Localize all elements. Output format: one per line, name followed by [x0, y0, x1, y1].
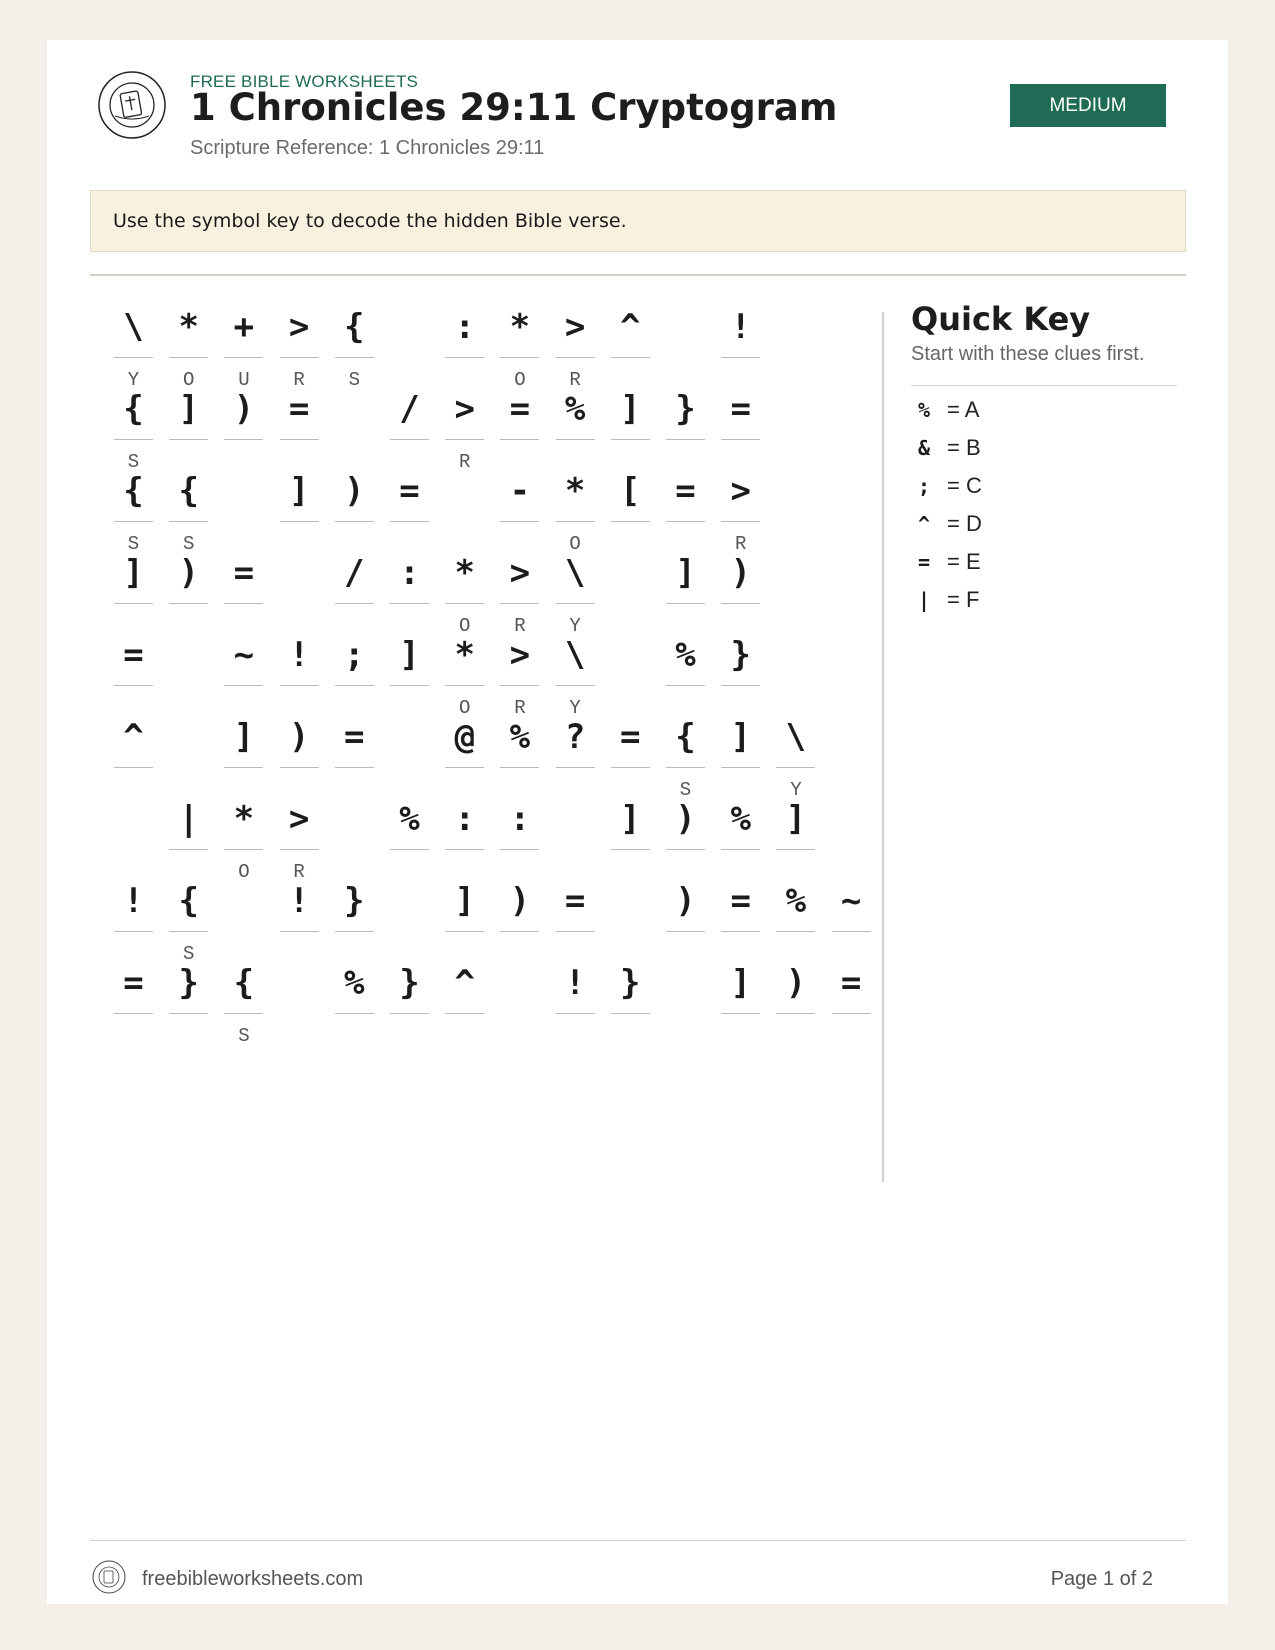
- answer-line[interactable]: [390, 439, 429, 440]
- key-symbol: &: [917, 436, 931, 460]
- key-symbol: |: [917, 588, 931, 612]
- answer-line[interactable]: [280, 521, 319, 522]
- cipher-symbol: ]: [675, 553, 696, 593]
- cipher-symbol: }: [178, 963, 199, 1003]
- footer-divider: [90, 1540, 1186, 1541]
- cipher-symbol: *: [454, 635, 475, 675]
- page-title: 1 Chronicles 29:11 Cryptogram: [190, 86, 838, 129]
- cipher-cell: [556, 709, 595, 809]
- answer-line[interactable]: [666, 931, 705, 932]
- answer-line[interactable]: [335, 685, 374, 686]
- cipher-cell: [280, 873, 319, 973]
- cipher-cell: [224, 955, 263, 1055]
- cipher-symbol: }: [399, 963, 420, 1003]
- answer-line[interactable]: [114, 685, 153, 686]
- answer-line[interactable]: [335, 357, 374, 358]
- answer-letter: O: [458, 697, 471, 719]
- cipher-symbol: ): [233, 389, 255, 429]
- answer-letter: S: [679, 779, 692, 801]
- answer-line[interactable]: [666, 603, 705, 604]
- cipher-symbol: {: [178, 471, 199, 511]
- cipher-symbol: \: [564, 635, 586, 675]
- cipher-symbol: [: [620, 471, 641, 511]
- cipher-symbol: \: [785, 717, 807, 757]
- answer-line[interactable]: [280, 439, 319, 440]
- answer-line[interactable]: [169, 439, 208, 440]
- answer-line[interactable]: [556, 1013, 595, 1014]
- cipher-cell: [280, 463, 319, 563]
- cipher-symbol: !: [564, 963, 586, 1003]
- key-symbol: =: [917, 550, 931, 574]
- answer-line[interactable]: [445, 685, 484, 686]
- cipher-symbol: =: [344, 717, 365, 757]
- cipher-symbol: ]: [178, 389, 199, 429]
- answer-line[interactable]: [721, 357, 760, 358]
- quick-key-item: [911, 471, 982, 501]
- answer-line[interactable]: [721, 767, 760, 768]
- cipher-symbol: ]: [730, 963, 751, 1003]
- answer-line[interactable]: [611, 357, 650, 358]
- answer-letter: S: [348, 369, 360, 391]
- answer-line[interactable]: [224, 357, 263, 358]
- brand-name: FREE BIBLE WORKSHEETS: [190, 72, 419, 91]
- cipher-cell: [445, 955, 484, 1055]
- cipher-symbol: /: [399, 389, 420, 429]
- cipher-symbol: %: [785, 881, 807, 921]
- cipher-symbol: }: [675, 389, 696, 429]
- cipher-symbol: :: [454, 307, 475, 347]
- worksheet-page: [47, 40, 1228, 1604]
- answer-line[interactable]: [556, 931, 595, 932]
- answer-line[interactable]: [335, 603, 374, 604]
- cipher-symbol: \: [564, 553, 586, 593]
- answer-line[interactable]: [445, 931, 484, 932]
- cipher-symbol: ]: [233, 717, 255, 757]
- answer-line[interactable]: [500, 521, 539, 522]
- cipher-symbol: :: [399, 553, 420, 593]
- cipher-symbol: /: [344, 553, 365, 593]
- cipher-symbol: |: [178, 799, 199, 839]
- answer-line[interactable]: [500, 439, 539, 440]
- answer-line[interactable]: [666, 849, 705, 850]
- quick-key-item: [911, 433, 981, 463]
- answer-line[interactable]: [776, 849, 815, 850]
- answer-line[interactable]: [390, 1013, 429, 1014]
- cipher-symbol: =: [123, 963, 144, 1003]
- cipher-symbol: >: [288, 307, 310, 347]
- cipher-symbol: %: [564, 389, 586, 429]
- cipher-symbol: \: [123, 307, 144, 347]
- answer-letter: R: [293, 369, 305, 391]
- answer-line[interactable]: [224, 767, 263, 768]
- cipher-symbol: *: [454, 553, 475, 593]
- answer-line[interactable]: [224, 603, 263, 604]
- answer-line[interactable]: [556, 767, 595, 768]
- footer-site: freebibleworksheets.com: [142, 1568, 364, 1590]
- answer-line[interactable]: [721, 439, 760, 440]
- answer-letter: S: [127, 533, 140, 555]
- answer-letter: Y: [790, 779, 802, 801]
- cipher-cell: [445, 381, 484, 481]
- cipher-symbol: =: [620, 717, 641, 757]
- answer-letter: R: [458, 451, 471, 473]
- answer-letter: O: [182, 369, 195, 391]
- answer-line[interactable]: [169, 931, 208, 932]
- bible-logo-icon: [97, 70, 167, 140]
- answer-line[interactable]: [832, 931, 871, 932]
- answer-letter: R: [293, 861, 305, 883]
- key-letter: = E: [947, 549, 981, 574]
- instructions-box: [90, 190, 1186, 252]
- cipher-symbol: ~: [840, 881, 862, 921]
- cipher-symbol: =: [123, 635, 144, 675]
- cipher-symbol: *: [178, 307, 199, 347]
- answer-line[interactable]: [721, 685, 760, 686]
- cipher-cell: [114, 955, 153, 1055]
- instructions-text: Use the symbol key to decode the hidden Bible verse.: [113, 210, 627, 232]
- answer-line[interactable]: [280, 685, 319, 686]
- answer-letter: U: [238, 369, 250, 391]
- cipher-symbol: ]: [620, 389, 641, 429]
- cipher-symbol: =: [675, 471, 696, 511]
- answer-letter: R: [514, 697, 526, 719]
- answer-line[interactable]: [169, 603, 208, 604]
- answer-line[interactable]: [114, 767, 153, 768]
- answer-line[interactable]: [335, 1013, 374, 1014]
- cipher-symbol: %: [344, 963, 365, 1003]
- cipher-symbol: =: [288, 389, 310, 429]
- answer-line[interactable]: [556, 603, 595, 604]
- cipher-symbol: ]: [785, 799, 807, 839]
- cipher-symbol: @: [454, 717, 475, 757]
- quick-key-title: Quick Key: [911, 300, 1091, 338]
- quick-key-item: [911, 395, 979, 425]
- answer-line[interactable]: [611, 521, 650, 522]
- cipher-symbol: !: [123, 881, 144, 921]
- key-letter: = F: [947, 587, 980, 612]
- answer-line[interactable]: [721, 603, 760, 604]
- answer-line[interactable]: [445, 1013, 484, 1014]
- answer-line[interactable]: [445, 603, 484, 604]
- cipher-symbol: ;: [344, 635, 365, 675]
- answer-line[interactable]: [114, 521, 153, 522]
- cipher-symbol: =: [509, 389, 531, 429]
- cipher-symbol: =: [399, 471, 420, 511]
- answer-line[interactable]: [390, 849, 429, 850]
- answer-letter: O: [514, 369, 526, 391]
- answer-letter: S: [238, 1025, 250, 1047]
- answer-line[interactable]: [224, 439, 263, 440]
- answer-line[interactable]: [114, 357, 153, 358]
- cipher-symbol: =: [233, 553, 255, 593]
- quick-key-divider: [911, 385, 1177, 386]
- answer-letter: O: [569, 533, 581, 555]
- answer-line[interactable]: [169, 1013, 208, 1014]
- answer-line[interactable]: [500, 767, 539, 768]
- answer-line[interactable]: [500, 357, 539, 358]
- cipher-symbol: ^: [454, 963, 475, 1003]
- difficulty-badge: MEDIUM: [1010, 84, 1166, 127]
- cipher-cell: [114, 709, 153, 809]
- answer-line[interactable]: [611, 767, 650, 768]
- answer-line[interactable]: [500, 849, 539, 850]
- cipher-symbol: %: [509, 717, 531, 757]
- cipher-cell: [390, 627, 429, 727]
- answer-line[interactable]: [721, 1013, 760, 1014]
- cipher-symbol: :: [509, 799, 531, 839]
- answer-line[interactable]: [445, 439, 484, 440]
- quick-key-item: [911, 547, 981, 577]
- cipher-cell: [169, 955, 208, 1055]
- answer-line[interactable]: [721, 849, 760, 850]
- answer-line[interactable]: [666, 439, 705, 440]
- answer-letter: O: [238, 861, 250, 883]
- cipher-symbol: %: [730, 799, 751, 839]
- answer-line[interactable]: [280, 357, 319, 358]
- answer-line[interactable]: [666, 685, 705, 686]
- cipher-symbol: ^: [620, 307, 641, 347]
- answer-line[interactable]: [280, 849, 319, 850]
- key-letter: = A: [947, 397, 980, 422]
- cipher-symbol: >: [509, 635, 531, 675]
- cipher-symbol: ]: [399, 635, 420, 675]
- answer-line[interactable]: [666, 521, 705, 522]
- footer-logo-icon: [92, 1560, 126, 1594]
- cipher-symbol: {: [123, 389, 144, 429]
- cipher-symbol: }: [620, 963, 641, 1003]
- quick-key-subtitle: Start with these clues first.: [911, 343, 1145, 365]
- cipher-symbol: ]: [620, 799, 641, 839]
- answer-line[interactable]: [832, 1013, 871, 1014]
- cipher-symbol: !: [288, 881, 310, 921]
- answer-line[interactable]: [611, 1013, 650, 1014]
- answer-line[interactable]: [500, 603, 539, 604]
- answer-letter: S: [182, 943, 195, 965]
- answer-letter: O: [458, 615, 471, 637]
- answer-letter: R: [569, 369, 581, 391]
- cipher-cell: [611, 955, 650, 1055]
- answer-line[interactable]: [224, 1013, 263, 1014]
- cipher-symbol: }: [730, 635, 751, 675]
- cipher-cell: [776, 955, 815, 1055]
- answer-line[interactable]: [114, 439, 153, 440]
- quick-key-item: [911, 585, 979, 615]
- header-divider: [90, 274, 1186, 276]
- cipher-symbol: *: [509, 307, 531, 347]
- answer-line[interactable]: [335, 521, 374, 522]
- key-symbol: ;: [917, 474, 931, 498]
- cipher-symbol: ): [509, 881, 531, 921]
- cipher-cell: [335, 299, 374, 399]
- column-divider: [882, 312, 884, 1182]
- cipher-cell: [335, 955, 374, 1055]
- answer-line[interactable]: [611, 849, 650, 850]
- answer-line[interactable]: [169, 849, 208, 850]
- answer-letter: Y: [569, 615, 581, 637]
- cipher-cell: [556, 955, 595, 1055]
- cipher-cell: [390, 955, 429, 1055]
- cipher-cell: [721, 955, 760, 1055]
- key-letter: = C: [947, 473, 982, 498]
- answer-line[interactable]: [556, 439, 595, 440]
- cipher-symbol: ): [178, 553, 199, 593]
- answer-line[interactable]: [114, 1013, 153, 1014]
- cipher-symbol: =: [730, 881, 751, 921]
- cipher-symbol: {: [178, 881, 199, 921]
- answer-letter: R: [734, 533, 747, 555]
- cipher-symbol: *: [233, 799, 255, 839]
- cipher-symbol: >: [288, 799, 310, 839]
- answer-letter: S: [127, 451, 140, 473]
- cipher-symbol: :: [454, 799, 475, 839]
- answer-line[interactable]: [776, 1013, 815, 1014]
- quick-key-item: [911, 509, 982, 539]
- answer-letter: Y: [127, 369, 140, 391]
- footer-page-number: Page 1 of 2: [1050, 1568, 1153, 1590]
- answer-line[interactable]: [776, 931, 815, 932]
- answer-letter: R: [514, 615, 526, 637]
- cipher-symbol: =: [840, 963, 862, 1003]
- cipher-symbol: +: [233, 307, 255, 347]
- answer-line[interactable]: [611, 439, 650, 440]
- answer-line[interactable]: [335, 931, 374, 932]
- cipher-symbol: %: [675, 635, 696, 675]
- cipher-symbol: ]: [288, 471, 310, 511]
- cipher-cell: [611, 791, 650, 891]
- answer-line[interactable]: [500, 931, 539, 932]
- answer-letter: S: [182, 533, 195, 555]
- answer-line[interactable]: [390, 603, 429, 604]
- cipher-cell: [611, 463, 650, 563]
- answer-line[interactable]: [556, 521, 595, 522]
- answer-line[interactable]: [721, 931, 760, 932]
- cipher-symbol: {: [233, 963, 255, 1003]
- cipher-symbol: >: [730, 471, 751, 511]
- cipher-cell: [666, 873, 705, 973]
- cipher-symbol: -: [509, 471, 531, 511]
- cipher-cell: [224, 791, 263, 891]
- cipher-symbol: >: [454, 389, 475, 429]
- answer-line[interactable]: [390, 521, 429, 522]
- cipher-symbol: {: [344, 307, 365, 347]
- cipher-symbol: !: [730, 307, 751, 347]
- answer-line[interactable]: [556, 685, 595, 686]
- scripture-reference: Scripture Reference: 1 Chronicles 29:11: [190, 137, 545, 159]
- answer-line[interactable]: [224, 685, 263, 686]
- cipher-symbol: =: [730, 389, 751, 429]
- answer-line[interactable]: [445, 849, 484, 850]
- answer-line[interactable]: [445, 767, 484, 768]
- answer-line[interactable]: [445, 357, 484, 358]
- cipher-symbol: ~: [233, 635, 255, 675]
- cipher-symbol: >: [564, 307, 586, 347]
- cipher-symbol: *: [564, 471, 586, 511]
- answer-line[interactable]: [390, 685, 429, 686]
- key-symbol: %: [917, 398, 931, 422]
- answer-line[interactable]: [114, 931, 153, 932]
- answer-line[interactable]: [280, 931, 319, 932]
- cipher-cell: [832, 955, 871, 1055]
- answer-line[interactable]: [169, 521, 208, 522]
- answer-line[interactable]: [500, 685, 539, 686]
- cipher-symbol: {: [123, 471, 144, 511]
- answer-line[interactable]: [335, 767, 374, 768]
- cipher-symbol: {: [675, 717, 696, 757]
- cipher-cell: [335, 709, 374, 809]
- cipher-cell: [500, 873, 539, 973]
- cipher-symbol: ?: [564, 717, 586, 757]
- cipher-cell: [390, 791, 429, 891]
- answer-line[interactable]: [556, 357, 595, 358]
- cipher-symbol: ): [730, 553, 751, 593]
- cipher-symbol: ): [675, 799, 696, 839]
- key-letter: = B: [947, 435, 981, 460]
- answer-line[interactable]: [776, 767, 815, 768]
- answer-line[interactable]: [224, 849, 263, 850]
- answer-line[interactable]: [280, 767, 319, 768]
- cipher-symbol: ]: [730, 717, 751, 757]
- cipher-symbol: ): [785, 963, 807, 1003]
- cipher-symbol: ): [344, 471, 365, 511]
- answer-line[interactable]: [114, 603, 153, 604]
- cipher-symbol: =: [564, 881, 586, 921]
- answer-letter: Y: [569, 697, 581, 719]
- cipher-cell: [169, 545, 208, 645]
- answer-line[interactable]: [721, 521, 760, 522]
- cipher-symbol: %: [399, 799, 420, 839]
- cipher-symbol: }: [344, 881, 365, 921]
- key-letter: = D: [947, 511, 982, 536]
- key-symbol: ^: [917, 512, 931, 536]
- cipher-symbol: !: [288, 635, 310, 675]
- cipher-cell: [224, 381, 263, 481]
- cipher-symbol: ]: [454, 881, 475, 921]
- cipher-symbol: ]: [123, 553, 144, 593]
- answer-line[interactable]: [169, 357, 208, 358]
- cipher-symbol: >: [509, 553, 531, 593]
- cipher-symbol: ): [675, 881, 696, 921]
- cipher-symbol: ): [288, 717, 310, 757]
- answer-line[interactable]: [666, 767, 705, 768]
- cipher-symbol: ^: [123, 717, 144, 757]
